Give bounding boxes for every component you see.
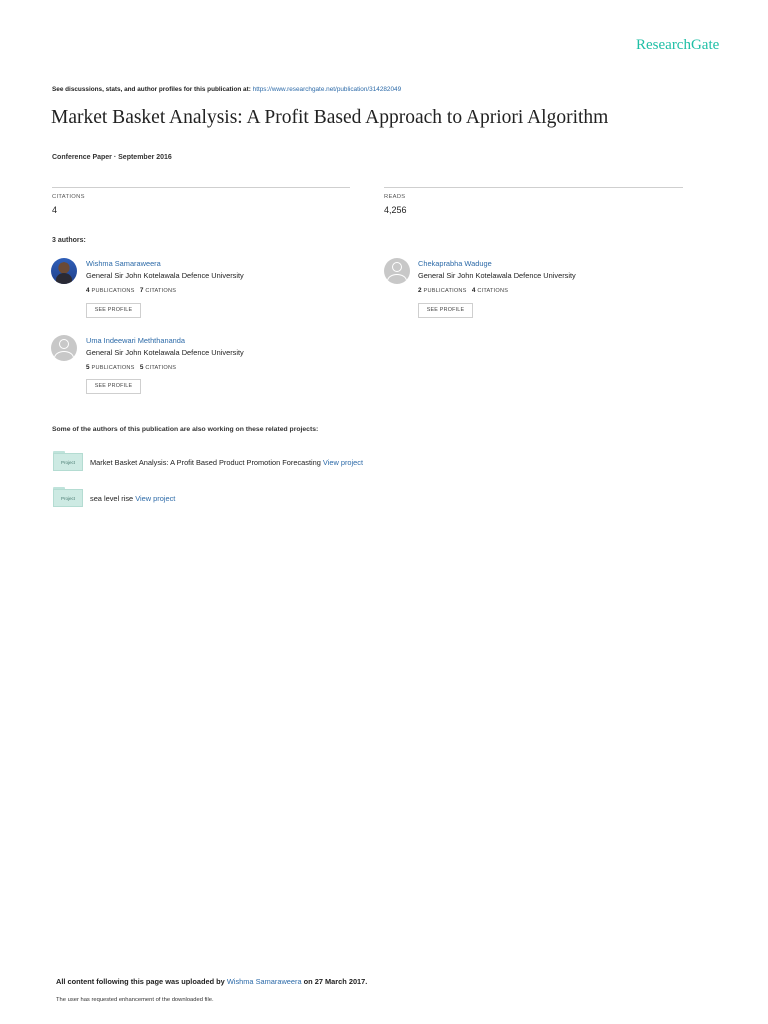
author-avatar[interactable]	[51, 258, 77, 284]
citations-count: 5	[139, 364, 144, 371]
project-icon-label: Project	[53, 453, 83, 471]
publications-label: PUBLICATIONS	[91, 365, 135, 371]
author-avatar[interactable]	[51, 335, 77, 361]
author-affiliation: General Sir John Kotelawala Defence University	[86, 348, 244, 357]
author-affiliation: General Sir John Kotelawala Defence University	[418, 271, 576, 280]
authors-heading: 3 authors:	[52, 237, 86, 244]
author-affiliation: General Sir John Kotelawala Defence University	[86, 271, 244, 280]
publication-type: Conference Paper · September 2016	[52, 154, 172, 161]
see-discussions-text: See discussions, stats, and author profiles for this publication at:	[52, 86, 251, 93]
citations-label: CITATIONS	[145, 365, 177, 371]
project-folder-icon	[53, 487, 83, 507]
upload-prefix: All content following this page was uploaded by	[56, 977, 225, 986]
author-avatar[interactable]	[384, 258, 410, 284]
publications-count: 4	[86, 287, 90, 294]
project-title: Market Basket Analysis: A Profit Based Product Promotion Forecasting	[90, 458, 321, 467]
author-name-link[interactable]: Chekaprabha Waduge	[418, 259, 492, 268]
publications-count: 5	[86, 364, 90, 371]
publications-count: 2	[418, 287, 422, 294]
author-stats	[86, 364, 176, 371]
publication-url-line	[52, 86, 401, 93]
citations-count: 4	[52, 205, 58, 215]
view-project-link[interactable]: View project	[322, 458, 364, 467]
reads-count: 4,256	[384, 205, 407, 215]
author-stats	[86, 287, 176, 294]
researchgate-logo[interactable]: ResearchGate	[636, 37, 720, 53]
page-title: Market Basket Analysis: A Profit Based Approach to Apriori Algorithm	[51, 107, 609, 128]
citations-count: 7	[139, 287, 144, 294]
view-project-link[interactable]: View project	[135, 494, 176, 503]
project-item	[90, 494, 175, 503]
citations-divider	[52, 187, 350, 188]
reads-divider	[384, 187, 683, 188]
author-stats	[418, 287, 508, 294]
publications-label: PUBLICATIONS	[91, 288, 135, 294]
author-name-link[interactable]: Wishma Samaraweera	[86, 259, 161, 268]
publications-label: PUBLICATIONS	[423, 288, 467, 294]
related-projects-heading: Some of the authors of this publication are also working on these related projects:	[52, 426, 319, 433]
author-name-link[interactable]: Uma Indeewari Meththananda	[86, 336, 186, 345]
project-folder-icon	[53, 451, 83, 471]
see-profile-button[interactable]: SEE PROFILE	[86, 303, 141, 318]
enhancement-note: The user has requested enhancement of the downloaded file.	[56, 997, 214, 1003]
see-profile-button[interactable]: SEE PROFILE	[418, 303, 473, 318]
project-title: sea level rise	[90, 494, 134, 503]
uploader-link[interactable]: Wishma Samaraweera	[226, 977, 302, 986]
upload-date: on 27 March 2017.	[303, 977, 368, 986]
citations-label: CITATIONS	[145, 288, 177, 294]
upload-note	[56, 977, 367, 986]
citations-count: 4	[471, 287, 476, 294]
publication-url-link[interactable]: https://www.researchgate.net/publication/314282049	[252, 86, 402, 93]
reads-label: READS	[384, 194, 406, 200]
see-profile-button[interactable]: SEE PROFILE	[86, 379, 141, 394]
project-item	[90, 458, 363, 467]
citations-label: CITATIONS	[477, 288, 509, 294]
project-icon-label: Project	[53, 489, 83, 507]
citations-label: CITATIONS	[52, 194, 85, 200]
